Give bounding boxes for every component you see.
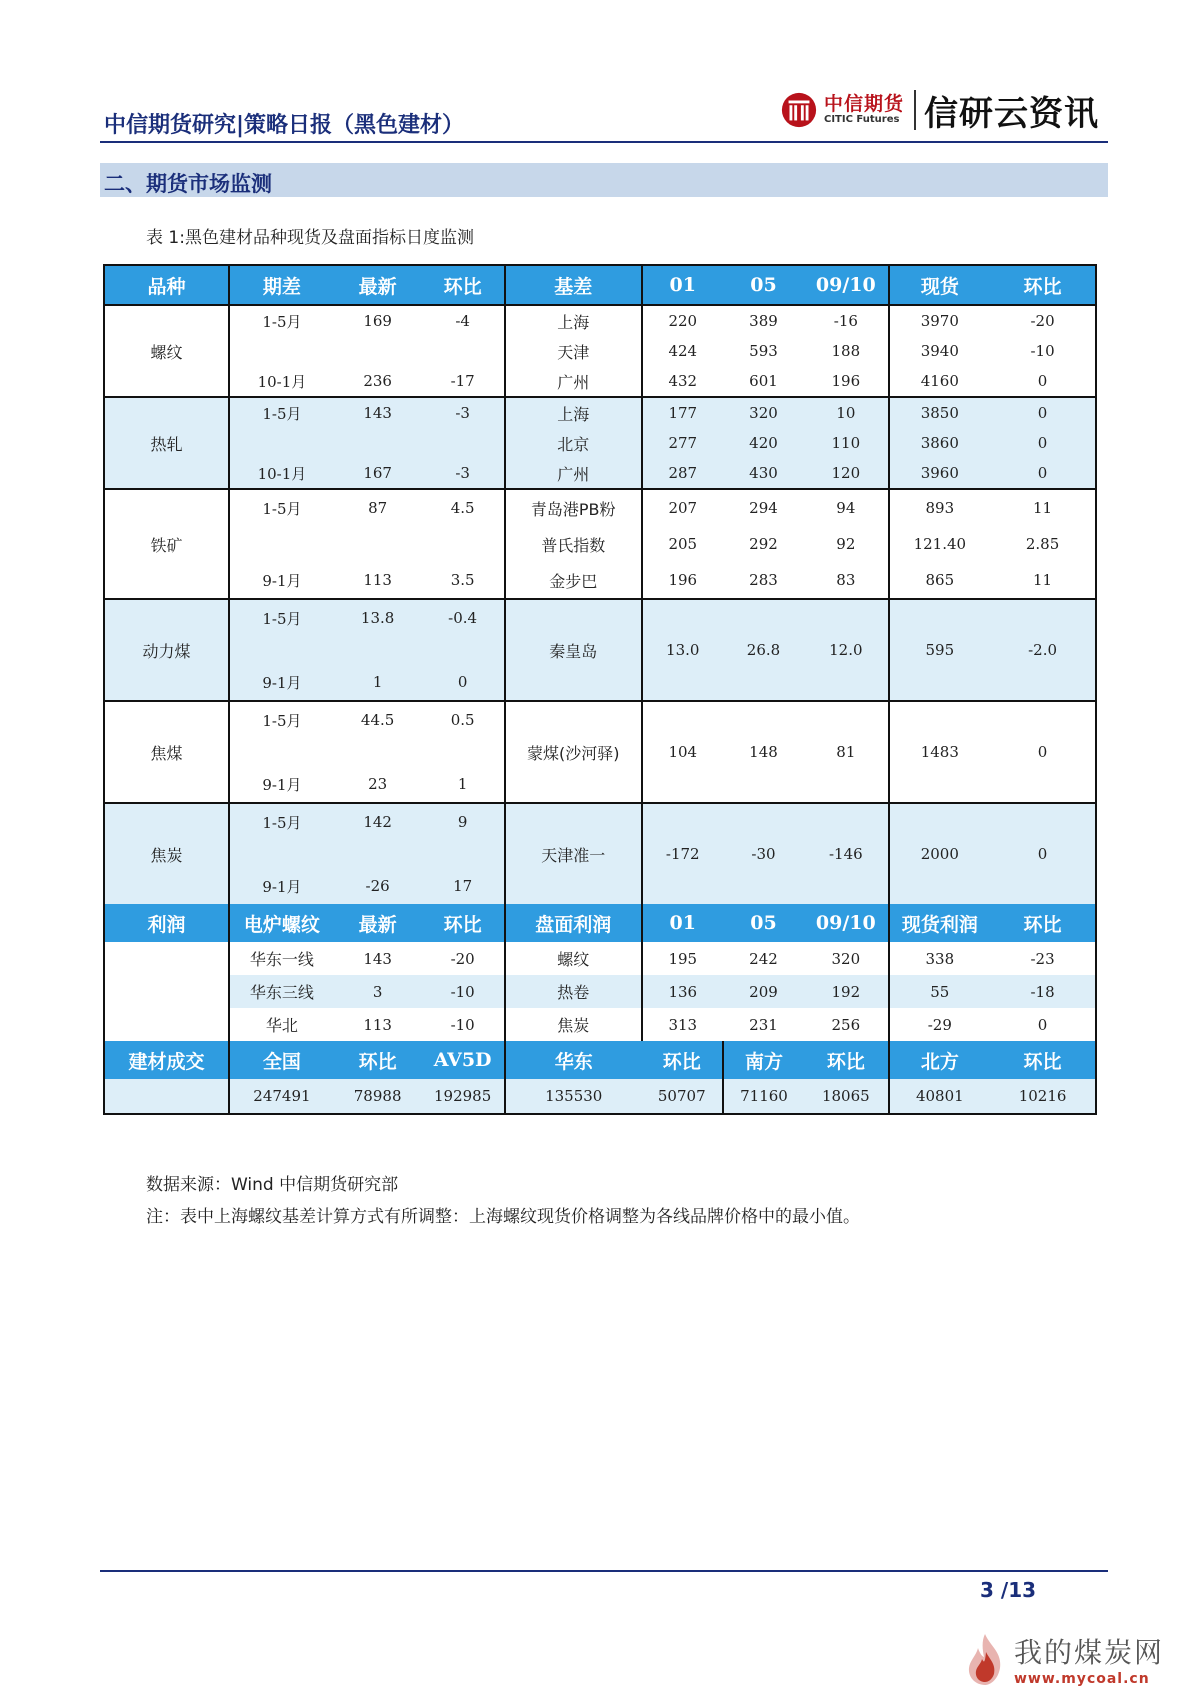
basis-05: 430 bbox=[723, 458, 804, 489]
spread-latest: 1 bbox=[334, 664, 422, 701]
basis-location: 金步巴 bbox=[505, 562, 642, 599]
header-cell: 最新 bbox=[334, 265, 422, 305]
table-row bbox=[104, 562, 1096, 599]
header-cell: 环比 bbox=[990, 265, 1096, 305]
spread-change: 0.5 bbox=[421, 701, 504, 738]
futures-profit-item: 焦炭 bbox=[505, 1008, 642, 1041]
product-name: 螺纹 bbox=[104, 305, 229, 397]
header-cell: 09/10 bbox=[804, 904, 888, 942]
basis-01: 196 bbox=[642, 562, 723, 599]
header-cell: 建材成交 bbox=[104, 1041, 229, 1079]
trade-north: 40801 bbox=[889, 1079, 991, 1114]
header-cell: 北方 bbox=[889, 1041, 991, 1079]
table-row bbox=[104, 599, 1096, 636]
header-cell: 环比 bbox=[804, 1041, 888, 1079]
spot-price: 2000 bbox=[889, 803, 991, 904]
futures-profit-item: 热卷 bbox=[505, 975, 642, 1008]
basis-05: 283 bbox=[723, 562, 804, 599]
spread-latest: 23 bbox=[334, 766, 422, 803]
header-rule bbox=[100, 141, 1108, 143]
basis-01: 177 bbox=[642, 397, 723, 428]
basis-05: 26.8 bbox=[723, 599, 804, 701]
basis-05: 292 bbox=[723, 526, 804, 562]
spread-label: 9-1月 bbox=[229, 562, 334, 599]
citic-logo bbox=[780, 88, 1099, 132]
basis-05: 601 bbox=[723, 366, 804, 397]
spot-price: 121.40 bbox=[889, 526, 991, 562]
header-cell: 环比 bbox=[421, 904, 504, 942]
spot-price: 865 bbox=[889, 562, 991, 599]
product-name: 焦炭 bbox=[104, 803, 229, 904]
page-current: 3 bbox=[980, 1578, 994, 1602]
trade-header-row bbox=[104, 1041, 1096, 1079]
spot-price: 3850 bbox=[889, 397, 991, 428]
table-row bbox=[104, 1079, 1096, 1114]
spread-label: 1-5月 bbox=[229, 489, 334, 526]
header-cell: 01 bbox=[642, 904, 723, 942]
profit-latest: 3 bbox=[334, 975, 422, 1008]
spot-price: 595 bbox=[889, 599, 991, 701]
header-cell: 基差 bbox=[505, 265, 642, 305]
basis-01: 205 bbox=[642, 526, 723, 562]
trade-national-change: 78988 bbox=[334, 1079, 422, 1114]
watermark-text: 我的煤炭网 bbox=[1014, 1636, 1165, 1669]
table-caption: 表 1:黑色建材品种现货及盘面指标日度监测 bbox=[146, 228, 474, 248]
basis-01: 277 bbox=[642, 428, 723, 458]
spot-price: 3860 bbox=[889, 428, 991, 458]
header-cell: 南方 bbox=[723, 1041, 804, 1079]
header-cell: 05 bbox=[723, 904, 804, 942]
spot-profit: 338 bbox=[889, 942, 991, 975]
spot-change: 0 bbox=[990, 428, 1096, 458]
spot-change: 0 bbox=[990, 366, 1096, 397]
trade-group bbox=[104, 1079, 1096, 1114]
spread-latest: 143 bbox=[334, 397, 422, 428]
spread-label: 10-1月 bbox=[229, 366, 334, 397]
product-name: 铁矿 bbox=[104, 489, 229, 599]
basis-01: 220 bbox=[642, 305, 723, 336]
table-row bbox=[104, 1008, 1096, 1041]
basis-location: 青岛港PB粉 bbox=[505, 489, 642, 526]
spot-change: 0 bbox=[990, 458, 1096, 489]
spread-label: 1-5月 bbox=[229, 803, 334, 840]
product-group-ironore bbox=[104, 489, 1096, 599]
section-title: 二、期货市场监测 bbox=[104, 172, 272, 196]
product-group-hotrolled bbox=[104, 397, 1096, 489]
profit-header-row bbox=[104, 904, 1096, 942]
spread-change: -17 bbox=[421, 366, 504, 397]
header-cell: 最新 bbox=[334, 904, 422, 942]
basis-0910: 110 bbox=[804, 428, 888, 458]
spot-change: 11 bbox=[990, 489, 1096, 526]
spread-change: 4.5 bbox=[421, 489, 504, 526]
profit-0910: 192 bbox=[804, 975, 888, 1008]
spot-profit: 55 bbox=[889, 975, 991, 1008]
profit-01: 195 bbox=[642, 942, 723, 975]
basis-location: 上海 bbox=[505, 305, 642, 336]
logo-cn-text: 中信期货 bbox=[824, 92, 905, 115]
table-row bbox=[104, 305, 1096, 336]
profit-change: -20 bbox=[421, 942, 504, 975]
basis-01: 104 bbox=[642, 701, 723, 803]
spot-change: 0 bbox=[990, 397, 1096, 428]
header-cell: 盘面利润 bbox=[505, 904, 642, 942]
profit-latest: 143 bbox=[334, 942, 422, 975]
spot-profit: -29 bbox=[889, 1008, 991, 1041]
report-title: 中信期货研究|策略日报（黑色建材） bbox=[104, 113, 465, 138]
trade-south: 71160 bbox=[723, 1079, 804, 1114]
basis-01: -172 bbox=[642, 803, 723, 904]
spread-change: -3 bbox=[421, 397, 504, 428]
header-cell: AV5D bbox=[421, 1041, 504, 1079]
basis-location: 天津 bbox=[505, 336, 642, 366]
basis-0910: -16 bbox=[804, 305, 888, 336]
spot-change: 11 bbox=[990, 562, 1096, 599]
trade-east: 135530 bbox=[505, 1079, 642, 1114]
spread-change: 3.5 bbox=[421, 562, 504, 599]
table-row bbox=[104, 701, 1096, 738]
watermark bbox=[960, 1630, 1164, 1688]
profit-region: 华北 bbox=[229, 1008, 334, 1041]
table-row bbox=[104, 458, 1096, 489]
basis-location: 广州 bbox=[505, 458, 642, 489]
table-row bbox=[104, 489, 1096, 526]
table-row bbox=[104, 975, 1096, 1008]
spot-price: 4160 bbox=[889, 366, 991, 397]
basis-location: 秦皇岛 bbox=[505, 599, 642, 701]
spot-price: 1483 bbox=[889, 701, 991, 803]
profit-latest: 113 bbox=[334, 1008, 422, 1041]
spot-change: -10 bbox=[990, 336, 1096, 366]
basis-location: 普氏指数 bbox=[505, 526, 642, 562]
trade-av5d: 192985 bbox=[421, 1079, 504, 1114]
basis-location: 北京 bbox=[505, 428, 642, 458]
spread-change: 1 bbox=[421, 766, 504, 803]
basis-05: 148 bbox=[723, 701, 804, 803]
logo-divider bbox=[914, 90, 916, 130]
product-group-cokingcoal bbox=[104, 701, 1096, 803]
basis-0910: 92 bbox=[804, 526, 888, 562]
profit-change: -10 bbox=[421, 1008, 504, 1041]
table-note: 注：表中上海螺纹基差计算方式有所调整：上海螺纹现货价格调整为各线品牌价格中的最小值。 bbox=[146, 1207, 860, 1227]
spot-price: 893 bbox=[889, 489, 991, 526]
basis-05: 294 bbox=[723, 489, 804, 526]
spread-latest: 87 bbox=[334, 489, 422, 526]
spread-change: -0.4 bbox=[421, 599, 504, 636]
profit-05: 231 bbox=[723, 1008, 804, 1041]
basis-01: 207 bbox=[642, 489, 723, 526]
table-row bbox=[104, 942, 1096, 975]
spread-change: -3 bbox=[421, 458, 504, 489]
spread-label: 1-5月 bbox=[229, 701, 334, 738]
spread-label: 9-1月 bbox=[229, 664, 334, 701]
basis-0910: 10 bbox=[804, 397, 888, 428]
basis-0910: 12.0 bbox=[804, 599, 888, 701]
header-cell: 环比 bbox=[990, 904, 1096, 942]
header-cell: 品种 bbox=[104, 265, 229, 305]
logo-en-text: CITIC Futures bbox=[824, 113, 900, 125]
basis-01: 287 bbox=[642, 458, 723, 489]
product-group-rebar bbox=[104, 305, 1096, 397]
basis-01: 432 bbox=[642, 366, 723, 397]
basis-location: 天津准一 bbox=[505, 803, 642, 904]
page-number bbox=[980, 1578, 1036, 1602]
spread-latest: -26 bbox=[334, 868, 422, 904]
footer-rule bbox=[100, 1570, 1108, 1572]
citic-logo-icon bbox=[780, 91, 818, 129]
basis-0910: 94 bbox=[804, 489, 888, 526]
product-name: 焦煤 bbox=[104, 701, 229, 803]
spot-price: 3940 bbox=[889, 336, 991, 366]
spread-latest: 44.5 bbox=[334, 701, 422, 738]
basis-0910: -146 bbox=[804, 803, 888, 904]
spread-label: 9-1月 bbox=[229, 766, 334, 803]
spot-profit-change: -23 bbox=[990, 942, 1096, 975]
header-cell: 现货 bbox=[889, 265, 991, 305]
brand-text: 信研云资讯 bbox=[924, 93, 1100, 134]
header-cell: 环比 bbox=[421, 265, 504, 305]
profit-change: -10 bbox=[421, 975, 504, 1008]
product-group-coke bbox=[104, 803, 1096, 904]
basis-location: 广州 bbox=[505, 366, 642, 397]
header-cell: 华东 bbox=[505, 1041, 642, 1079]
basis-0910: 196 bbox=[804, 366, 888, 397]
basis-0910: 83 bbox=[804, 562, 888, 599]
header-cell: 05 bbox=[723, 265, 804, 305]
spread-change: 0 bbox=[421, 664, 504, 701]
trade-east-change: 50707 bbox=[642, 1079, 723, 1114]
basis-0910: 81 bbox=[804, 701, 888, 803]
spread-label: 1-5月 bbox=[229, 305, 334, 336]
spot-change: 0 bbox=[990, 803, 1096, 904]
spread-latest: 13.8 bbox=[334, 599, 422, 636]
spot-change: -2.0 bbox=[990, 599, 1096, 701]
trade-national: 247491 bbox=[229, 1079, 334, 1114]
table-row bbox=[104, 366, 1096, 397]
table-header-row bbox=[104, 265, 1096, 305]
profit-region: 华东三线 bbox=[229, 975, 334, 1008]
trade-south-change: 18065 bbox=[804, 1079, 888, 1114]
spot-price: 3970 bbox=[889, 305, 991, 336]
spread-latest: 169 bbox=[334, 305, 422, 336]
header-cell: 期差 bbox=[229, 265, 334, 305]
profit-01: 136 bbox=[642, 975, 723, 1008]
header-cell: 全国 bbox=[229, 1041, 334, 1079]
basis-05: 593 bbox=[723, 336, 804, 366]
spot-profit-change: 0 bbox=[990, 1008, 1096, 1041]
basis-location: 上海 bbox=[505, 397, 642, 428]
basis-05: -30 bbox=[723, 803, 804, 904]
futures-profit-item: 螺纹 bbox=[505, 942, 642, 975]
basis-05: 389 bbox=[723, 305, 804, 336]
header-cell: 环比 bbox=[642, 1041, 723, 1079]
header-cell: 现货利润 bbox=[889, 904, 991, 942]
spread-latest: 236 bbox=[334, 366, 422, 397]
product-group-thermalcoal bbox=[104, 599, 1096, 701]
table-row bbox=[104, 428, 1096, 458]
profit-01: 313 bbox=[642, 1008, 723, 1041]
spot-change: 0 bbox=[990, 701, 1096, 803]
spread-change: -4 bbox=[421, 305, 504, 336]
basis-05: 420 bbox=[723, 428, 804, 458]
flame-icon bbox=[960, 1630, 1010, 1688]
spot-change: -20 bbox=[990, 305, 1096, 336]
trade-north-change: 10216 bbox=[990, 1079, 1096, 1114]
profit-region: 华东一线 bbox=[229, 942, 334, 975]
profit-group bbox=[104, 942, 1096, 1041]
header-cell: 环比 bbox=[990, 1041, 1096, 1079]
spread-label: 1-5月 bbox=[229, 397, 334, 428]
basis-01: 13.0 bbox=[642, 599, 723, 701]
table-row bbox=[104, 526, 1096, 562]
spot-change: 2.85 bbox=[990, 526, 1096, 562]
profit-0910: 320 bbox=[804, 942, 888, 975]
table-row bbox=[104, 336, 1096, 366]
spread-change: 9 bbox=[421, 803, 504, 840]
spread-label: 9-1月 bbox=[229, 868, 334, 904]
basis-location: 蒙煤(沙河驿) bbox=[505, 701, 642, 803]
basis-01: 424 bbox=[642, 336, 723, 366]
header-cell: 09/10 bbox=[804, 265, 888, 305]
header-cell: 电炉螺纹 bbox=[229, 904, 334, 942]
basis-05: 320 bbox=[723, 397, 804, 428]
product-name: 热轧 bbox=[104, 397, 229, 489]
spread-change: 17 bbox=[421, 868, 504, 904]
table-row bbox=[104, 397, 1096, 428]
basis-0910: 188 bbox=[804, 336, 888, 366]
data-source: 数据来源：Wind 中信期货研究部 bbox=[146, 1175, 399, 1195]
spread-latest: 113 bbox=[334, 562, 422, 599]
basis-0910: 120 bbox=[804, 458, 888, 489]
spread-label: 10-1月 bbox=[229, 458, 334, 489]
table-row bbox=[104, 803, 1096, 840]
header-cell: 01 bbox=[642, 265, 723, 305]
product-name: 动力煤 bbox=[104, 599, 229, 701]
spread-latest: 142 bbox=[334, 803, 422, 840]
watermark-url: www.mycoal.cn bbox=[1014, 1671, 1150, 1687]
profit-0910: 256 bbox=[804, 1008, 888, 1041]
monitor-table bbox=[103, 264, 1097, 1115]
page-total: /13 bbox=[1000, 1578, 1037, 1602]
profit-05: 242 bbox=[723, 942, 804, 975]
spread-label: 1-5月 bbox=[229, 599, 334, 636]
spot-profit-change: -18 bbox=[990, 975, 1096, 1008]
header-cell: 利润 bbox=[104, 904, 229, 942]
header-cell: 环比 bbox=[334, 1041, 422, 1079]
spot-price: 3960 bbox=[889, 458, 991, 489]
profit-05: 209 bbox=[723, 975, 804, 1008]
spread-latest: 167 bbox=[334, 458, 422, 489]
